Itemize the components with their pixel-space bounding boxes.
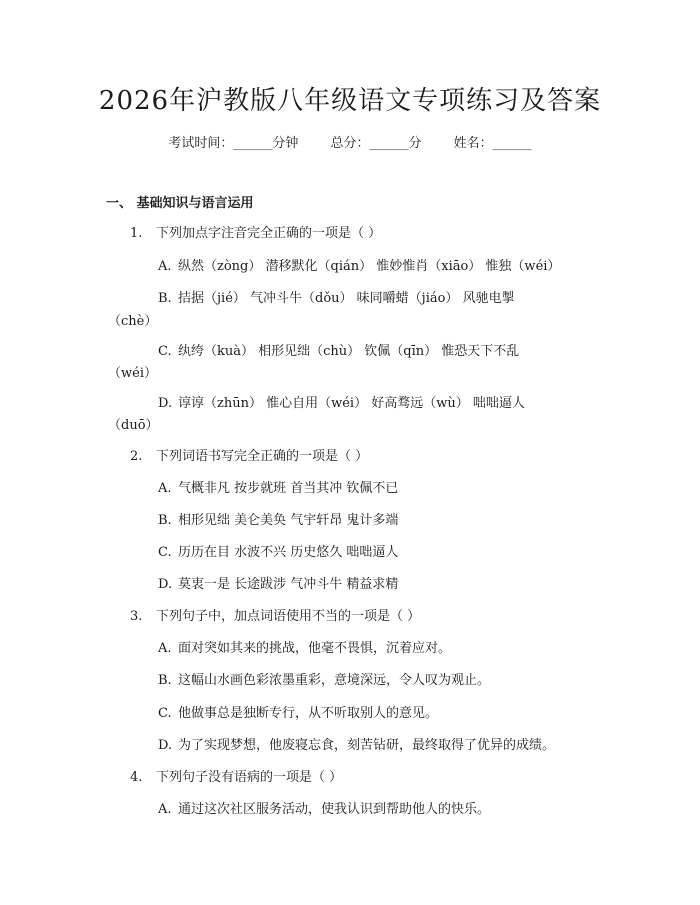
option-text: 他做事总是独断专行，从不听取别人的意见。 (178, 706, 439, 721)
option-letter: A. (158, 641, 172, 656)
question-number: 1. (130, 226, 143, 241)
q1-option-a (158, 255, 560, 274)
option-text: 纵然（zòng） 潜移默化（qián） 惟妙惟肖（xiāo） 惟独（wéi） (178, 259, 561, 274)
question-2 (130, 445, 368, 464)
option-text: 莫衷一是 长途跋涉 气冲斗牛 精益求精 (178, 577, 399, 592)
question-text: 下列加点字注音完全正确的一项是（ ） (156, 226, 382, 241)
option-text: 为了实现梦想，他废寝忘食，刻苦钻研，最终取得了优异的成绩。 (178, 738, 556, 753)
option-letter: C. (158, 545, 172, 560)
option-text: 纨绔（kuà） 相形见绌（chù） 钦佩（qīn） 惟恐天下不乱 (178, 344, 520, 359)
option-text: 这幅山水画色彩浓墨重彩，意境深远，令人叹为观止。 (178, 673, 491, 688)
q2-option-b (158, 509, 398, 528)
q2-option-d (158, 573, 398, 592)
q3-option-b (158, 669, 490, 688)
q3-option-a (158, 637, 451, 656)
option-letter: B. (158, 673, 172, 688)
option-letter: A. (158, 259, 172, 274)
total-score-field: 总分：______分 (330, 136, 422, 151)
question-number: 3. (130, 609, 143, 624)
question-3 (130, 605, 420, 624)
question-4 (130, 766, 342, 785)
option-letter: D. (158, 577, 173, 592)
question-text: 下列词语书写完全正确的一项是（ ） (156, 449, 369, 464)
exam-meta (0, 132, 700, 151)
option-text: 面对突如其来的挑战，他毫不畏惧，沉着应对。 (178, 641, 452, 656)
option-text: 气概非凡 按步就班 首当其冲 钦佩不已 (178, 481, 399, 496)
student-name-field: 姓名：______ (453, 136, 532, 151)
question-text: 下列句子没有语病的一项是（ ） (156, 770, 343, 785)
option-letter: C. (158, 706, 172, 721)
q1-option-c-continuation: （wéi） (108, 366, 157, 381)
option-letter: B. (158, 291, 172, 306)
question-text: 下列句子中，加点词语使用不当的一项是（ ） (156, 609, 421, 624)
q1-option-d (158, 392, 525, 411)
document-title: 2026年沪教版八年级语文专项练习及答案 (98, 86, 602, 116)
question-1 (130, 222, 381, 241)
option-letter: A. (158, 802, 172, 817)
option-text: 谆谆（zhūn） 惟心自用（wéi） 好高骛远（wù） 咄咄逼人 (178, 396, 525, 411)
q4-option-a (158, 798, 490, 817)
q1-option-b-continuation: （chè） (108, 314, 158, 329)
section-heading: 一、 基础知识与语言运用 (106, 196, 254, 211)
option-letter: B. (158, 513, 172, 528)
q1-option-d-continuation: （duō） (108, 418, 159, 433)
q3-option-d (158, 734, 555, 753)
q2-option-c (158, 541, 398, 560)
question-number: 2. (130, 449, 143, 464)
q1-option-c (158, 340, 519, 359)
q2-option-a (158, 477, 398, 496)
question-number: 4. (130, 770, 143, 785)
q3-option-c (158, 702, 438, 721)
option-text: 历历在目 水波不兴 历史悠久 咄咄逼人 (178, 545, 399, 560)
option-text: 拮据（jié） 气冲斗牛（dǒu） 味同嚼蜡（jiáo） 风驰电掣 (178, 291, 515, 306)
option-text: 通过这次社区服务活动，使我认识到帮助他人的快乐。 (178, 802, 491, 817)
exam-time-field: 考试时间：______分钟 (168, 136, 299, 151)
option-letter: D. (158, 396, 173, 411)
option-letter: A. (158, 481, 172, 496)
option-text: 相形见绌 美仑美奂 气宇轩昂 鬼计多端 (178, 513, 399, 528)
q1-option-b (158, 287, 515, 306)
option-letter: D. (158, 738, 173, 753)
option-letter: C. (158, 344, 172, 359)
